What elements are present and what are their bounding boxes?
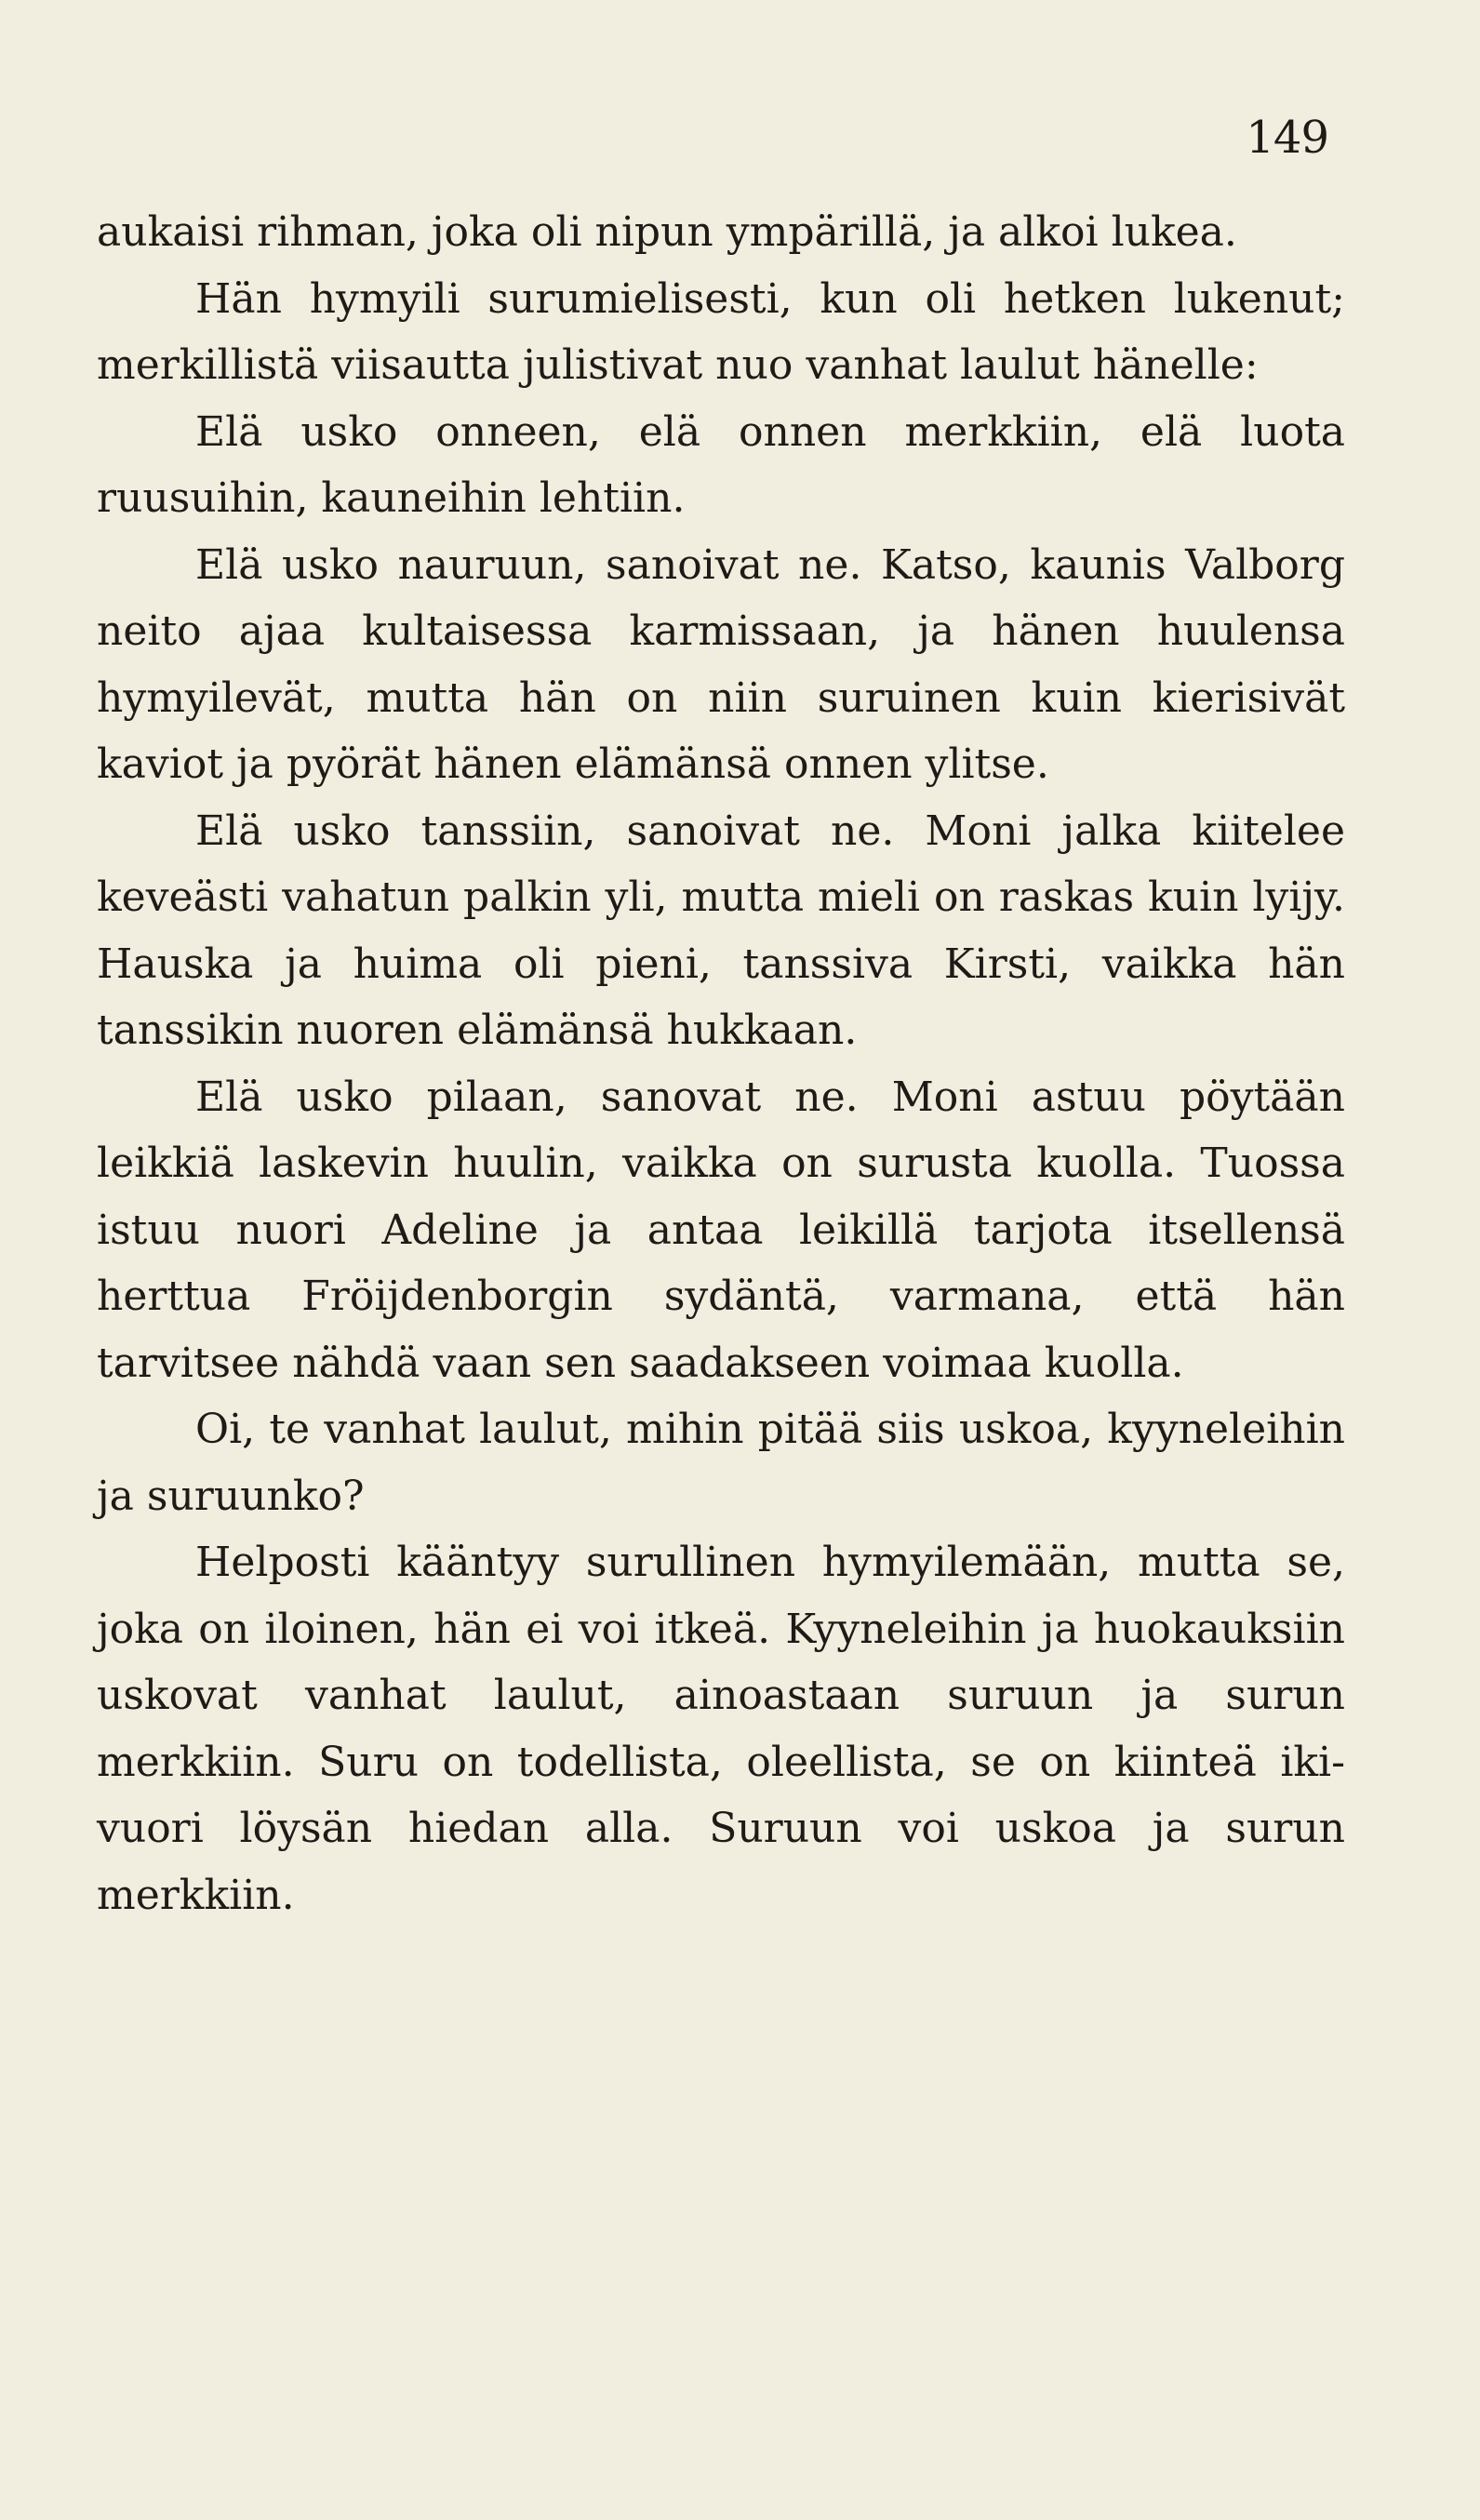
paragraph: Hän hymyili surumielisesti, kun oli hetken lukenut; merkillistä viisautta julistivat nuo vanhat laulut hänelle:	[97, 274, 1345, 389]
body-text	[97, 199, 1345, 1928]
paragraph: Elä usko tanssiin, sanoivat ne. Moni jalka kiitelee keveästi vahatun palkin yli, mutta mieli on raskas kuin lyijy. Hauska ja huima oli pieni, tanssiva Kirsti, vaikka hän tanssikin nuoren elämänsä hukkaan.	[97, 807, 1345, 1054]
paragraph: Elä usko onneen, elä onnen merkkiin, elä luota ruusuihin, kauneihin lehtiin.	[97, 407, 1345, 522]
paragraph: Oi, te vanhat laulut, mihin pitää siis uskoa, kyyneleihin ja suruunko?	[97, 1406, 1345, 1520]
paragraph: Elä usko nauruun, sanoivat ne. Katso, kaunis Valborg neito ajaa kultaisessa karmissaan, ja hänen huulensa hymyilevät, mutta hän on niin suruinen kuin kierisivät kaviot ja pyörät hänen elämänsä onnen ylitse.	[97, 540, 1345, 788]
paragraph-continuation: aukaisi rihman, joka oli nipun ympärillä, ja alkoi lukea.	[97, 208, 1237, 256]
paragraph: Elä usko pilaan, sanovat ne. Moni astuu pöytään leikkiä laskevin huulin, vaikka on surusta kuolla. Tuossa istuu nuori Adeline ja antaa leikillä tarjota itsellensä herttua Fröijdenborgin sydäntä, varmana, että hän tarvitsee nähdä vaan sen saadakseen voimaa kuolla.	[97, 1073, 1345, 1387]
page-number: 149	[1246, 112, 1328, 164]
paragraph: Helposti kääntyy surullinen hymyilemään, mutta se, joka on iloinen, hän ei voi itkeä. Kyyneleihin ja huokauksiin uskovat vanhat laulut, ainoastaan suruun ja surun merkkiin. Suru on todellista, oleellista, se on kiinteä iki-vuori löysän hiedan alla. Suruun voi uskoa ja surun merkkiin.	[97, 1539, 1345, 1919]
